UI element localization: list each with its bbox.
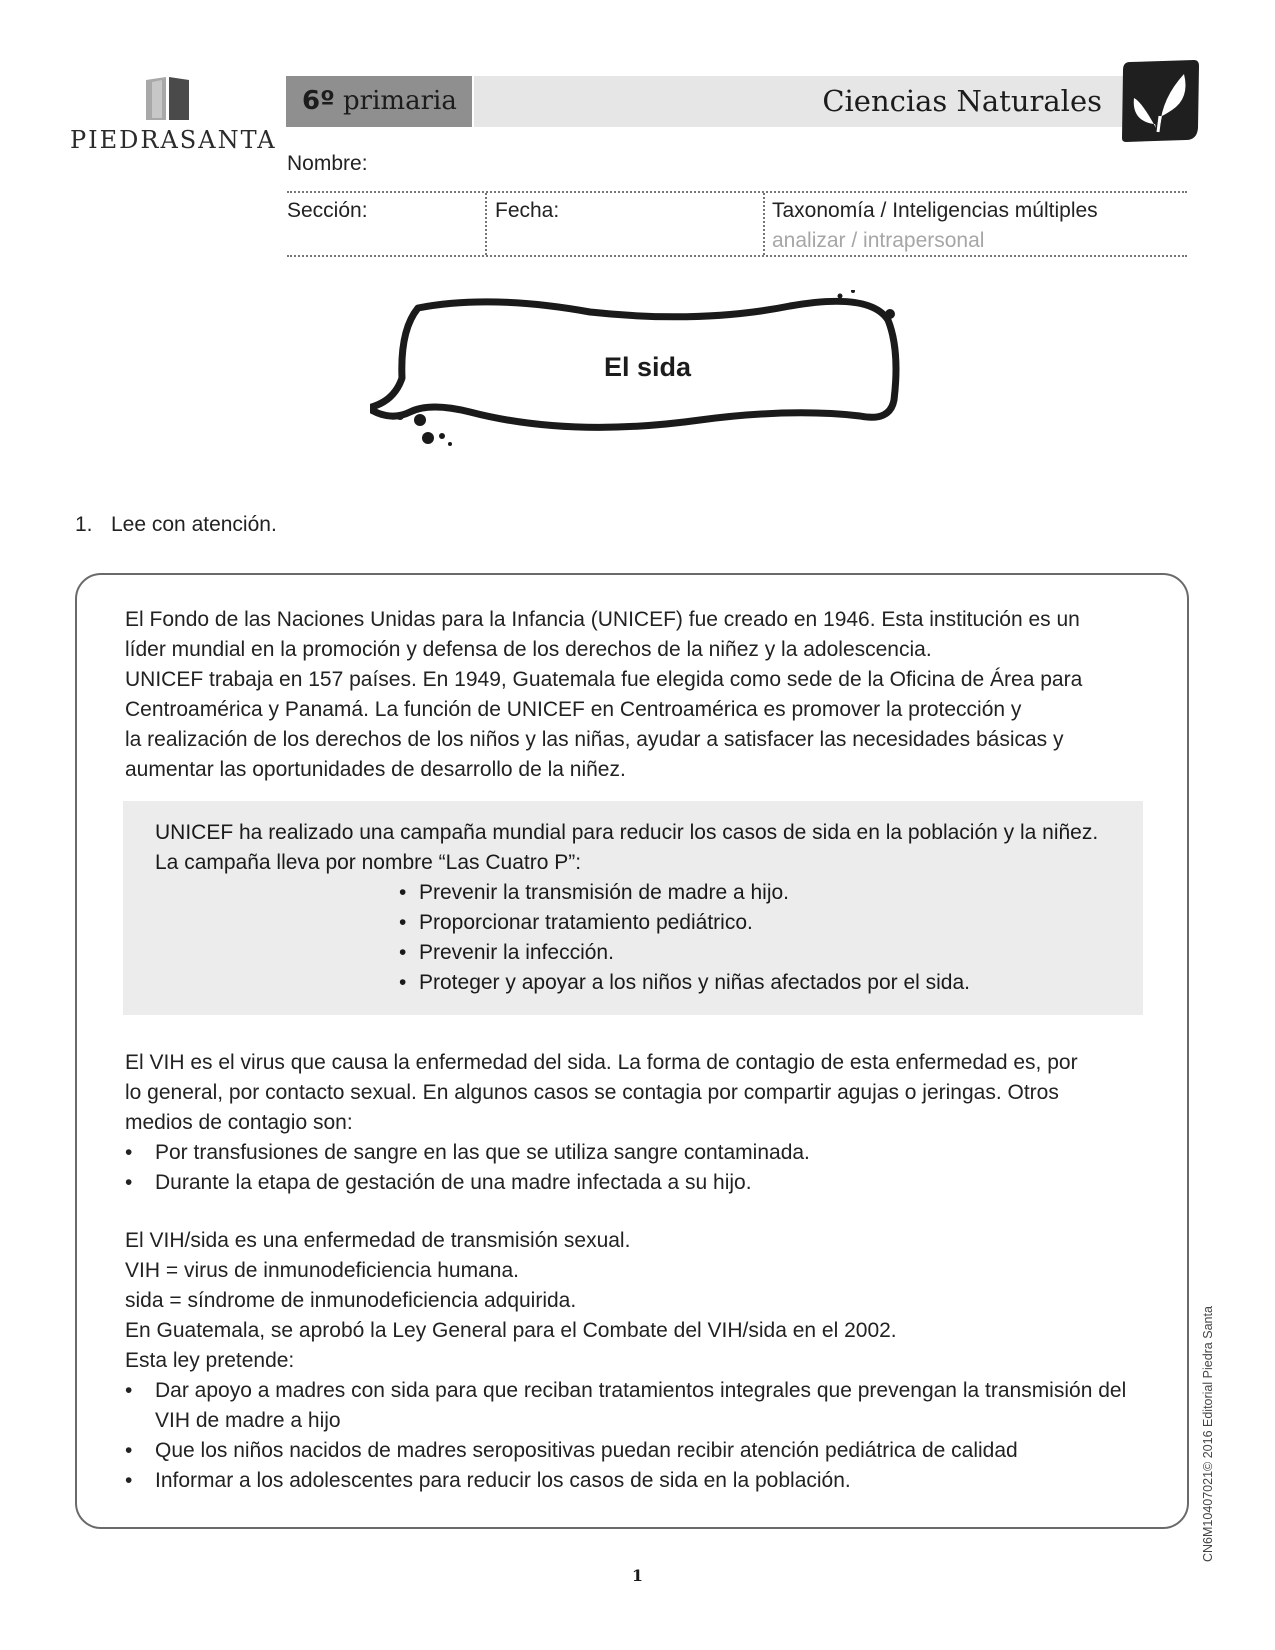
- page-number: 1: [631, 1566, 644, 1585]
- instruction-number: 1.: [75, 513, 93, 536]
- campaign-list: [399, 878, 970, 998]
- list-item: • Por transfusiones de sangre en las que se utiliza sangre contaminada.: [125, 1138, 1135, 1168]
- campaign-intro: [155, 818, 1135, 878]
- list-item: • Prevenir la infección.: [399, 938, 970, 968]
- text-line: lo general, por contacto sexual. En algunos casos se contagia por compartir agujas o jeringas. Otros: [125, 1081, 1059, 1104]
- list-item: • Proporcionar tratamiento pediátrico.: [399, 908, 970, 938]
- subject-bar: [474, 76, 1124, 127]
- taxonomia-value: analizar / intrapersonal: [772, 229, 985, 252]
- paragraph-law: [125, 1226, 1135, 1496]
- text-line: la realización de los derechos de los niños y las niñas, ayudar a satisfacer las necesidades básicas y: [125, 728, 1064, 751]
- divider: [287, 255, 1187, 257]
- contagion-list: [125, 1138, 1135, 1198]
- divider: [485, 193, 487, 255]
- list-item: • Que los niños nacidos de madres seropositivas puedan recibir atención pediátrica de calidad: [125, 1436, 1135, 1466]
- text-line: Centroamérica y Panamá. La función de UNICEF en Centroamérica es promover la protección y: [125, 698, 1022, 721]
- divider: [763, 193, 765, 255]
- text-line: aumentar las oportunidades de desarrollo de la niñez.: [125, 758, 626, 781]
- text-line: La campaña lleva por nombre “Las Cuatro P”:: [155, 851, 582, 874]
- text-line: sida = síndrome de inmunodeficiencia adquirida.: [125, 1289, 577, 1312]
- text-line: En Guatemala, se aprobó la Ley General para el Combate del VIH/sida en el 2002.: [125, 1319, 897, 1342]
- fecha-label: Fecha:: [495, 199, 560, 222]
- book-icon: [142, 74, 194, 122]
- leaf-icon: [1120, 58, 1200, 144]
- grade-number: 6º: [302, 86, 335, 116]
- text-line: Esta ley pretende:: [125, 1349, 295, 1372]
- instruction-text: Lee con atención.: [111, 513, 277, 536]
- text-line: medios de contagio son:: [125, 1111, 353, 1134]
- text-line: UNICEF ha realizado una campaña mundial para reducir los casos de sida en la población y la niñez.: [155, 821, 1099, 844]
- subject-title: Ciencias Naturales: [822, 84, 1102, 118]
- text-line: El VIH es el virus que causa la enfermedad del sida. La forma de contagio de esta enfermedad es, por: [125, 1051, 1078, 1074]
- grade-badge: [286, 76, 472, 127]
- logo-text: PIEDRASANTA: [70, 126, 277, 154]
- text-line: El VIH/sida es una enfermedad de transmisión sexual.: [125, 1229, 631, 1252]
- grade-label: primaria: [343, 86, 457, 116]
- text-line: El Fondo de las Naciones Unidas para la Infancia (UNICEF) fue creado en 1946. Esta institución es un: [125, 608, 1080, 631]
- copyright-code: CN6M10407021© 2016 Editorial Piedra Santa: [1201, 1306, 1215, 1562]
- taxonomia-label: Taxonomía / Inteligencias múltiples: [772, 199, 1098, 222]
- list-item: • Durante la etapa de gestación de una madre infectada a su hijo.: [125, 1168, 1135, 1198]
- list-item: • Dar apoyo a madres con sida para que reciban tratamientos integrales que prevengan la transmisión del VIH de madre a hijo: [125, 1376, 1135, 1436]
- campaign-box: [123, 801, 1143, 1015]
- paragraph-unicef: [125, 605, 1135, 785]
- seccion-label: Sección:: [287, 199, 368, 222]
- list-item: • Informar a los adolescentes para reducir los casos de sida en la población.: [125, 1466, 1135, 1496]
- list-item: • Prevenir la transmisión de madre a hijo.: [399, 878, 970, 908]
- text-line: UNICEF trabaja en 157 países. En 1949, Guatemala fue elegida como sede de la Oficina de Área para: [125, 668, 1083, 691]
- nombre-label: Nombre:: [287, 152, 368, 175]
- list-item: • Proteger y apoyar a los niños y niñas afectados por el sida.: [399, 968, 970, 998]
- law-list: [125, 1376, 1135, 1496]
- paragraph-vih: [125, 1048, 1135, 1198]
- divider: [287, 191, 1187, 193]
- text-line: VIH = virus de inmunodeficiencia humana.: [125, 1259, 519, 1282]
- text-line: líder mundial en la promoción y defensa de los derechos de la niñez y la adolescencia.: [125, 638, 932, 661]
- instruction: [75, 513, 277, 537]
- page-title: El sida: [603, 352, 692, 382]
